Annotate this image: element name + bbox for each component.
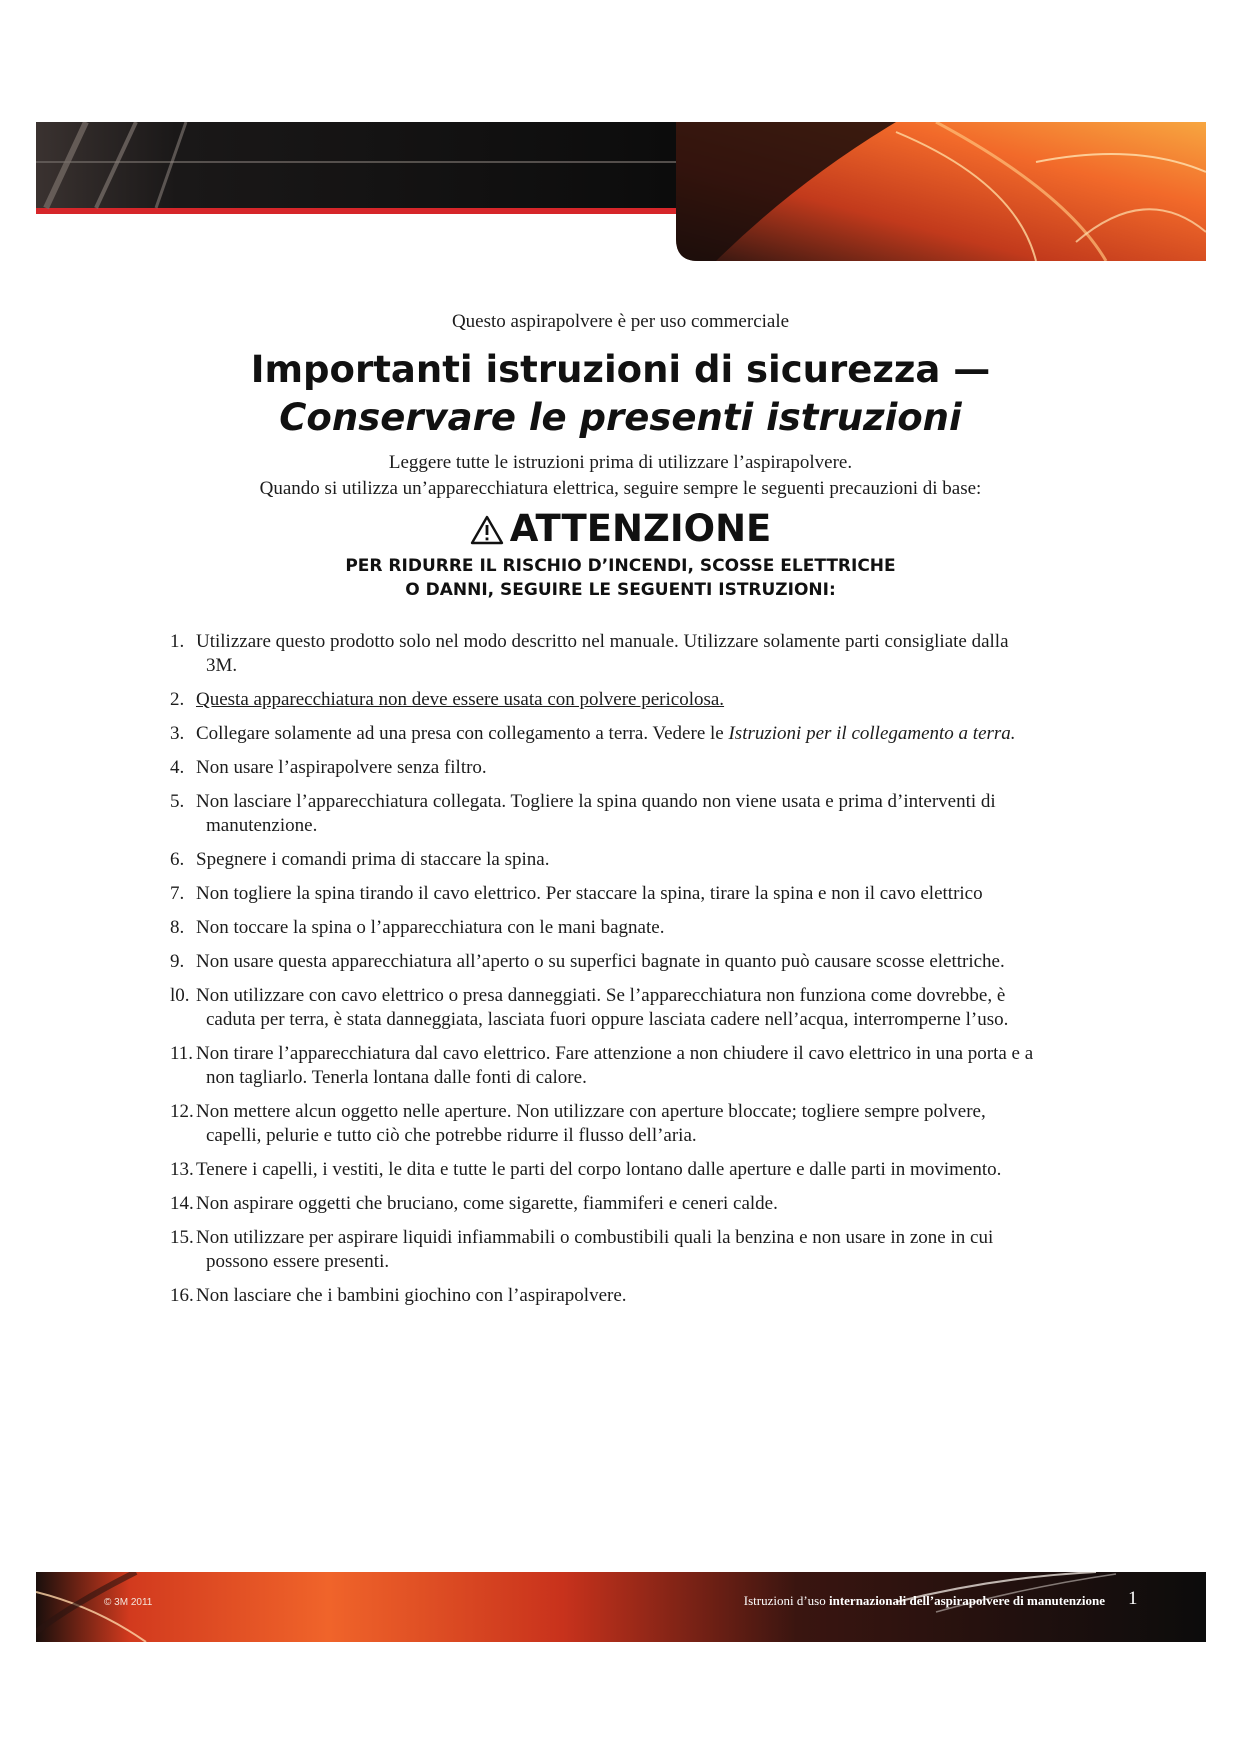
header-banner-graphic	[36, 122, 1206, 261]
footer-title-bold: internazionali dell’aspirapolvere di manutenzione	[828, 1593, 1105, 1608]
instruction-number: 7.	[170, 883, 185, 904]
instruction-text: Utilizzare questo prodotto solo nel modo descritto nel manuale. Utilizzare solamente parti consigliate dalla	[196, 631, 1009, 652]
instruction-item	[170, 984, 1135, 1032]
instruction-item	[170, 1284, 1135, 1308]
warning-triangle-icon	[470, 515, 504, 545]
warning-sub-line-1: PER RIDURRE IL RISCHIO D’INCENDI, SCOSSE ELETTRICHE	[345, 556, 896, 576]
instruction-number: 4.	[170, 757, 185, 778]
instruction-text: Non usare l’aspirapolvere senza filtro.	[196, 757, 487, 778]
instruction-item	[170, 1192, 1135, 1216]
warning-sub-line-2: O DANNI, SEGUIRE LE SEGUENTI ISTRUZIONI:	[405, 580, 836, 600]
instruction-number: 16.	[170, 1285, 194, 1306]
instruction-text: Collegare solamente ad una presa con collegamento a terra. Vedere le Istruzioni per il collegamento a terra.	[196, 723, 1016, 744]
instruction-text-continued: capelli, pelurie e tutto ciò che potrebbe ridurre il flusso dell’aria.	[206, 1125, 697, 1146]
title-line-2: Conservare le presenti istruzioni	[279, 396, 962, 439]
instruction-text-continued: 3M.	[206, 655, 238, 676]
instruction-number: 15.	[170, 1227, 194, 1248]
instruction-number: 13.	[170, 1159, 194, 1180]
instruction-text: Non utilizzare per aspirare liquidi infiammabili o combustibili quali la benzina e non usare in zone in cui	[196, 1227, 994, 1248]
instruction-text: Non utilizzare con cavo elettrico o presa danneggiati. Se l’apparecchiatura non funziona come dovrebbe, è	[196, 985, 1006, 1006]
instruction-text: Non togliere la spina tirando il cavo elettrico. Per staccare la spina, tirare la spina e non il cavo elettrico	[196, 883, 983, 904]
instruction-text-continued: caduta per terra, è stata danneggiata, lasciata fuori oppure lasciata cadere nell’acqua, interromperne l’uso.	[206, 1009, 1009, 1030]
instruction-number: 9.	[170, 951, 185, 972]
instruction-item	[170, 916, 1135, 940]
warning-heading	[0, 506, 1241, 552]
instruction-text: Questa apparecchiatura non deve essere usata con polvere pericolosa.	[196, 689, 725, 710]
instruction-text-continued: manutenzione.	[206, 815, 318, 836]
instruction-text: Non aspirare oggetti che bruciano, come sigarette, fiammiferi e ceneri calde.	[196, 1193, 778, 1214]
instruction-text-continued: non tagliarlo. Tenerla lontana dalle fonti di calore.	[206, 1067, 587, 1088]
safety-instructions-list	[170, 630, 1135, 1318]
intro-line-1: Leggere tutte le istruzioni prima di utilizzare l’aspirapolvere.	[388, 452, 853, 473]
footer-copyright: © 3M 2011	[104, 1597, 153, 1608]
page-title	[0, 346, 1241, 442]
instruction-number: 6.	[170, 849, 185, 870]
footer-title-plain: Istruzioni d’uso	[743, 1593, 826, 1608]
header-banner	[36, 122, 1206, 261]
instruction-item	[170, 882, 1135, 906]
instruction-item	[170, 1226, 1135, 1274]
instruction-text: Non usare questa apparecchiatura all’aperto o su superfici bagnate in quanto può causare scosse elettriche.	[196, 951, 1005, 972]
document-subtitle: Questo aspirapolvere è per uso commerciale	[451, 311, 790, 332]
instruction-text: Non mettere alcun oggetto nelle aperture. Non utilizzare con aperture bloccate; togliere sempre polvere,	[196, 1101, 986, 1122]
instruction-number: 8.	[170, 917, 185, 938]
instruction-number: 1.	[170, 631, 185, 652]
instruction-item	[170, 630, 1135, 678]
instruction-number: l0.	[170, 985, 190, 1006]
title-line-1: Importanti istruzioni di sicurezza —	[250, 348, 991, 391]
instruction-text: Spegnere i comandi prima di staccare la spina.	[196, 849, 550, 870]
instruction-item	[170, 950, 1135, 974]
instruction-item	[170, 1042, 1135, 1090]
warning-heading-text: ATTENZIONE	[509, 507, 772, 550]
instruction-reference: Istruzioni per il collegamento a terra.	[728, 723, 1016, 744]
instruction-item	[170, 790, 1135, 838]
page-number: 1	[1128, 1588, 1138, 1609]
intro-line-2: Quando si utilizza un’apparecchiatura elettrica, seguire sempre le seguenti precauzioni di base:	[259, 478, 982, 499]
instruction-text: Tenere i capelli, i vestiti, le dita e tutte le parti del corpo lontano dalle aperture e dalle parti in movimento.	[196, 1159, 1002, 1180]
instruction-number: 11.	[170, 1043, 194, 1064]
intro-text	[0, 450, 1241, 502]
instruction-text: Non lasciare l’apparecchiatura collegata. Togliere la spina quando non viene usata e prima d’interventi di	[196, 791, 996, 812]
instruction-number: 12.	[170, 1101, 194, 1122]
instruction-number: 3.	[170, 723, 185, 744]
instruction-text: Non tirare l’apparecchiatura dal cavo elettrico. Fare attenzione a non chiudere il cavo elettrico in una porta e a	[196, 1043, 1034, 1064]
instruction-number: 2.	[170, 689, 185, 710]
instruction-number: 14.	[170, 1193, 194, 1214]
instruction-item	[170, 848, 1135, 872]
instruction-number: 5.	[170, 791, 185, 812]
instruction-text: Non lasciare che i bambini giochino con l’aspirapolvere.	[196, 1285, 627, 1306]
footer-document-title	[744, 1593, 1105, 1609]
instruction-item	[170, 722, 1135, 746]
instruction-item	[170, 1158, 1135, 1182]
instruction-text-continued: possono essere presenti.	[206, 1251, 390, 1272]
instruction-text: Non toccare la spina o l’apparecchiatura con le mani bagnate.	[196, 917, 665, 938]
warning-subheading	[0, 554, 1241, 602]
instruction-item	[170, 1100, 1135, 1148]
instruction-item	[170, 688, 1135, 712]
instruction-item	[170, 756, 1135, 780]
